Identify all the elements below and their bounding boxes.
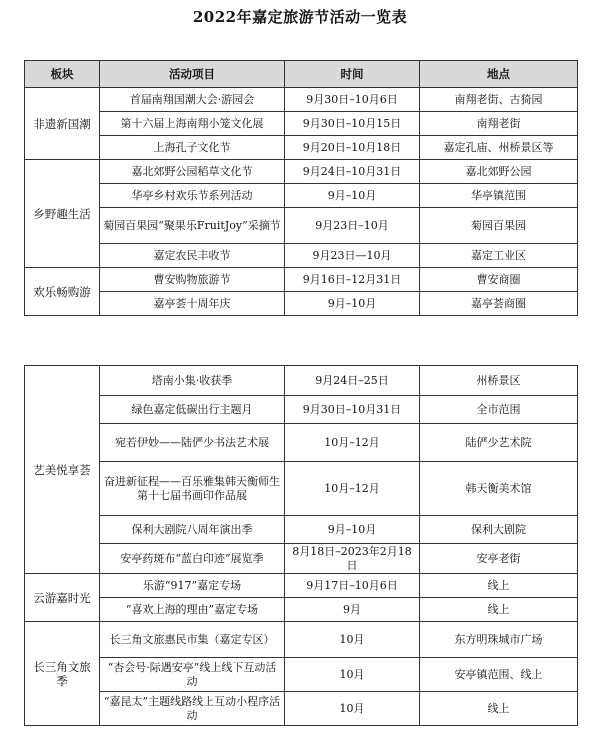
item-cell: 奋进新征程——百乐雅集韩天衡师生第十七届书画印作品展 — [100, 462, 285, 516]
place-cell: 南翔老街 — [420, 112, 578, 136]
table-row — [25, 244, 578, 268]
table-row — [25, 208, 578, 244]
activity-table-part-1 — [24, 60, 578, 316]
place-cell: 线上 — [420, 598, 578, 622]
place-cell: 全市范围 — [420, 396, 578, 424]
place-cell: 菊园百果园 — [420, 208, 578, 244]
time-cell: 9月17日–10月6日 — [285, 574, 420, 598]
time-cell: 9月–10月 — [285, 292, 420, 316]
place-cell: 南翔老街、古猗园 — [420, 88, 578, 112]
time-cell: 9月–10月 — [285, 516, 420, 544]
category-cell: 乡野趣生活 — [25, 160, 100, 268]
time-cell: 10月–12月 — [285, 462, 420, 516]
place-cell: 陆俨少艺术院 — [420, 424, 578, 462]
item-cell: 安亭药斑布“蓝白印迹”展览季 — [100, 544, 285, 574]
item-cell: 乐游“917”嘉定专场 — [100, 574, 285, 598]
item-cell: 菊园百果园“聚果乐FruitJoy”采摘节 — [100, 208, 285, 244]
place-cell: 东方明珠城市广场 — [420, 622, 578, 658]
table-row — [25, 366, 578, 396]
table-row — [25, 88, 578, 112]
table-row — [25, 574, 578, 598]
item-cell: 塔南小集·收获季 — [100, 366, 285, 396]
place-cell: 安亭老街 — [420, 544, 578, 574]
header-category: 板块 — [25, 61, 100, 88]
item-cell: 长三角文旅惠民市集（嘉定专区） — [100, 622, 285, 658]
time-cell: 9月16日–12月31日 — [285, 268, 420, 292]
table-row — [25, 160, 578, 184]
place-cell: 州桥景区 — [420, 366, 578, 396]
table-header-row — [25, 61, 578, 88]
place-cell: 线上 — [420, 692, 578, 726]
table-row — [25, 658, 578, 692]
item-cell: “嘉昆太”主题线路线上互动小程序活动 — [100, 692, 285, 726]
table-row — [25, 136, 578, 160]
time-cell: 9月24日–25日 — [285, 366, 420, 396]
activity-table-part-2 — [24, 365, 578, 726]
table-row — [25, 424, 578, 462]
item-cell: 绿色嘉定低碳出行主题月 — [100, 396, 285, 424]
item-cell: 嘉亭荟十周年庆 — [100, 292, 285, 316]
table-row — [25, 112, 578, 136]
table-row — [25, 268, 578, 292]
header-item: 活动项目 — [100, 61, 285, 88]
place-cell: 嘉定孔庙、州桥景区等 — [420, 136, 578, 160]
item-cell: 华亭乡村欢乐节系列活动 — [100, 184, 285, 208]
item-cell: 保利大剧院八周年演出季 — [100, 516, 285, 544]
time-cell: 9月23日—10月 — [285, 244, 420, 268]
table-row — [25, 462, 578, 516]
time-cell: 9月23日–10月 — [285, 208, 420, 244]
category-cell: 长三角文旅季 — [25, 622, 100, 726]
time-cell: 9月30日–10月15日 — [285, 112, 420, 136]
table-row — [25, 598, 578, 622]
table-row — [25, 692, 578, 726]
header-place: 地点 — [420, 61, 578, 88]
place-cell: 华亭镇范围 — [420, 184, 578, 208]
category-cell: 非遗新国潮 — [25, 88, 100, 160]
time-cell: 9月20日–10月18日 — [285, 136, 420, 160]
time-cell: 10月 — [285, 622, 420, 658]
time-cell: 9月30日–10月31日 — [285, 396, 420, 424]
time-cell: 9月–10月 — [285, 184, 420, 208]
item-cell: 曹安购物旅游节 — [100, 268, 285, 292]
time-cell: 9月30日–10月6日 — [285, 88, 420, 112]
time-cell: 8月18日–2023年2月18日 — [285, 544, 420, 574]
category-cell: 云游嘉时光 — [25, 574, 100, 622]
table-row — [25, 292, 578, 316]
place-cell: 嘉北郊野公园 — [420, 160, 578, 184]
item-cell: 第十六届上海南翔小笼文化展 — [100, 112, 285, 136]
table-row — [25, 184, 578, 208]
page-title: 2022年嘉定旅游节活动一览表 — [192, 8, 408, 26]
time-cell: 9月 — [285, 598, 420, 622]
table-row — [25, 622, 578, 658]
table-row — [25, 396, 578, 424]
category-cell: 欢乐畅购游 — [25, 268, 100, 316]
item-cell: 嘉北郊野公园稻草文化节 — [100, 160, 285, 184]
item-cell: 宛若伊妙——陆俨少书法艺术展 — [100, 424, 285, 462]
item-cell: 嘉定农民丰收节 — [100, 244, 285, 268]
time-cell: 10月–12月 — [285, 424, 420, 462]
table-row — [25, 516, 578, 544]
place-cell: 嘉定工业区 — [420, 244, 578, 268]
time-cell: 10月 — [285, 658, 420, 692]
category-cell: 艺美悦享荟 — [25, 366, 100, 574]
item-cell: “喜欢上海的理由”嘉定专场 — [100, 598, 285, 622]
place-cell: 曹安商圈 — [420, 268, 578, 292]
table-row — [25, 544, 578, 574]
place-cell: 嘉亭荟商圈 — [420, 292, 578, 316]
time-cell: 10月 — [285, 692, 420, 726]
place-cell: 韩天衡美术馆 — [420, 462, 578, 516]
time-cell: 9月24日–10月31日 — [285, 160, 420, 184]
item-cell: 上海孔子文化节 — [100, 136, 285, 160]
place-cell: 线上 — [420, 574, 578, 598]
place-cell: 安亭镇范围、线上 — [420, 658, 578, 692]
header-time: 时间 — [285, 61, 420, 88]
item-cell: 首届南翔国潮大会·游园会 — [100, 88, 285, 112]
item-cell: “杏会号·际遇安亭”线上线下互动活动 — [100, 658, 285, 692]
place-cell: 保利大剧院 — [420, 516, 578, 544]
